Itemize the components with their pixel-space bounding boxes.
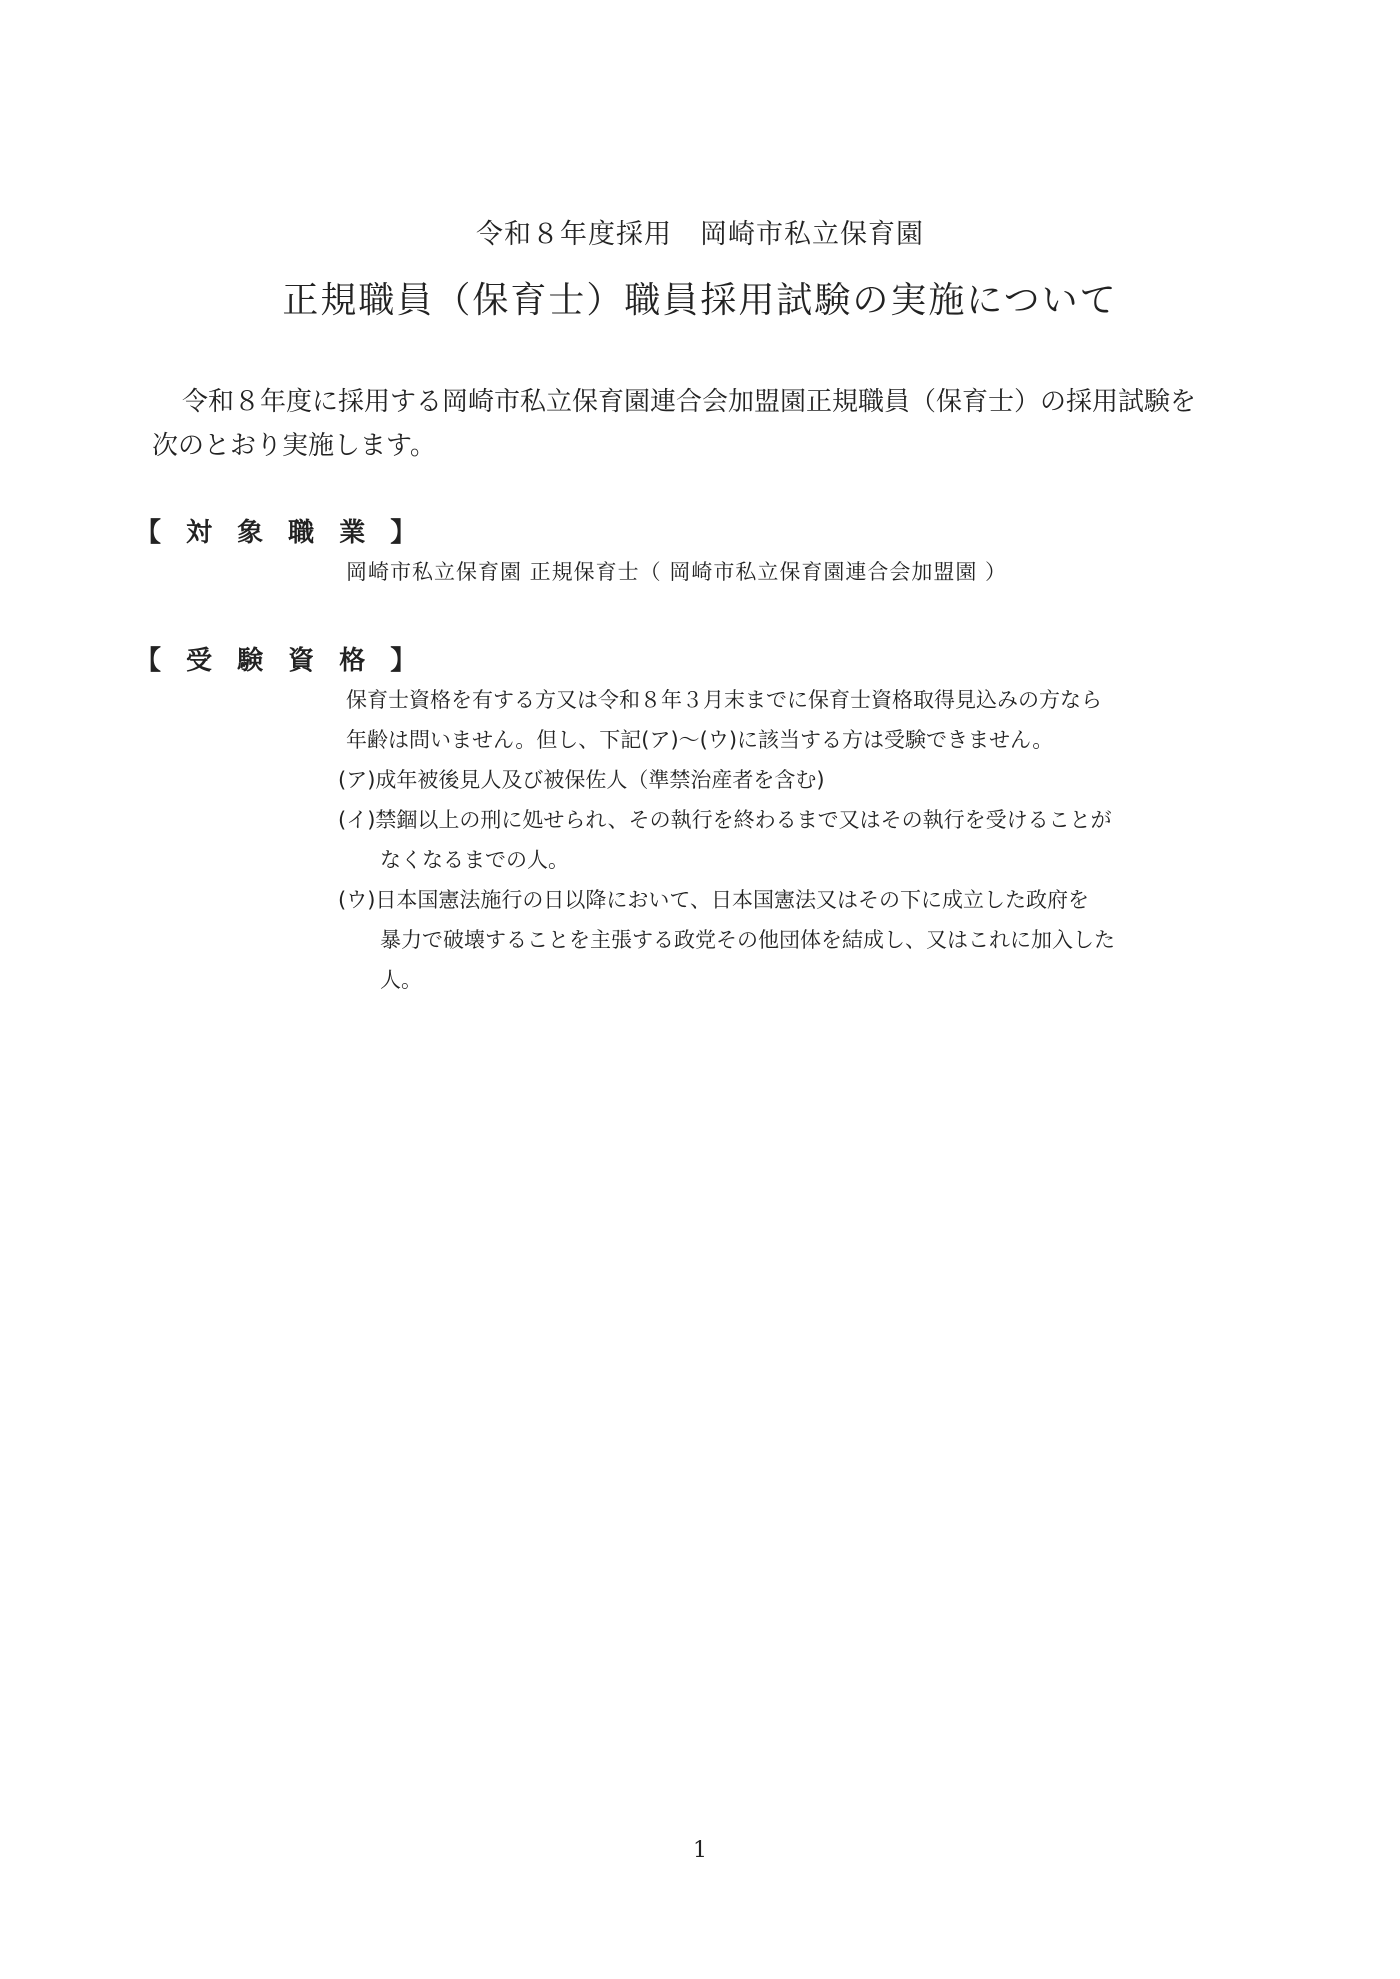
intro-line-2: 次のとおり実施します。 bbox=[152, 431, 436, 461]
document-title: 正規職員（保育士）職員採用試験の実施について bbox=[282, 280, 1118, 321]
document-subtitle: 令和８年度採用 岡崎市私立保育園 bbox=[476, 219, 924, 250]
qualification-item-u-continued-2: 人。 bbox=[380, 968, 422, 992]
qualification-item-u: (ウ)日本国憲法施行の日以降において、日本国憲法又はその下に成立した政府を bbox=[338, 888, 1089, 912]
qualification-item-i-continued: なくなるまでの人。 bbox=[380, 848, 569, 872]
page-number: 1 bbox=[693, 1838, 707, 1863]
target-occupation-text: 岡崎市私立保育園 正規保育士（ 岡崎市私立保育園連合会加盟園 ） bbox=[346, 560, 1008, 584]
qualification-item-i: (イ)禁錮以上の刑に処せられ、その執行を終わるまで又はその執行を受けることが bbox=[338, 808, 1112, 832]
qualification-line-1: 保育士資格を有する方又は令和８年３月末までに保育士資格取得見込みの方なら bbox=[346, 688, 1102, 712]
section-heading-qualification: 【 受 験 資 格 】 bbox=[135, 646, 425, 676]
qualification-body bbox=[338, 680, 1306, 1000]
qualification-item-u-continued-1: 暴力で破壊することを主張する政党その他団体を結成し、又はこれに加入した bbox=[380, 928, 1115, 952]
qualification-line-2: 年齢は問いません。但し、下記(ア)～(ウ)に該当する方は受験できません。 bbox=[346, 728, 1054, 752]
intro-paragraph bbox=[152, 380, 1302, 468]
qualification-item-a: (ア)成年被後見人及び被保佐人（準禁治産者を含む) bbox=[338, 768, 825, 792]
section-heading-target-occupation: 【 対 象 職 業 】 bbox=[135, 518, 425, 548]
intro-line-1: 令和８年度に採用する岡崎市私立保育園連合会加盟園正規職員（保育士）の採用試験を bbox=[182, 387, 1197, 417]
